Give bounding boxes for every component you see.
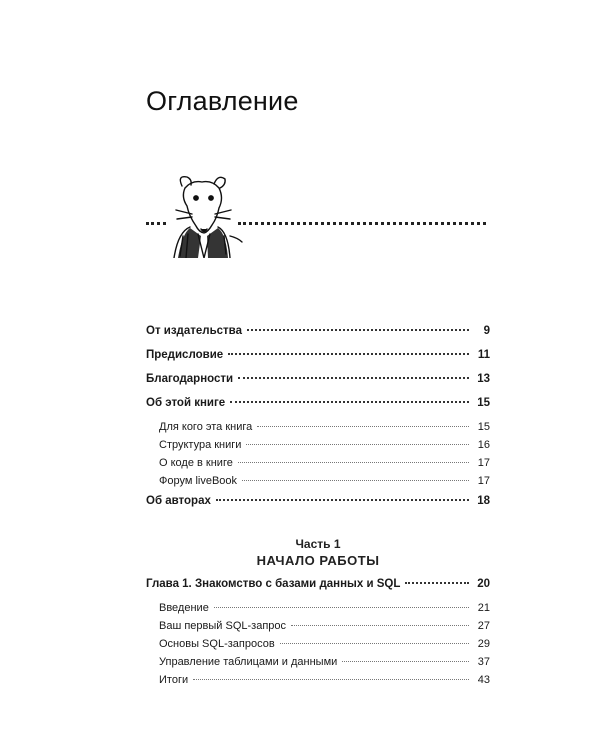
toc-page-number: 15 — [477, 421, 490, 433]
part-number: Часть 1 — [295, 537, 341, 551]
toc-page-number: 17 — [477, 475, 490, 487]
toc-leader-dots — [238, 462, 469, 463]
toc-page-number: 11 — [477, 349, 490, 361]
toc-subentry-label: Основы SQL-запросов — [159, 638, 275, 650]
toc-page-number: 16 — [477, 439, 490, 451]
toc-leader-dots — [247, 329, 469, 331]
toc-subentry[interactable] — [146, 439, 490, 457]
toc-leader-dots — [280, 643, 469, 644]
toc-subentry-label: Ваш первый SQL-запрос — [159, 620, 287, 632]
page-title: Оглавление — [146, 86, 299, 116]
toc-subentry-label: Форум liveBook — [159, 475, 238, 487]
toc-entry[interactable] — [146, 397, 490, 421]
toc-subentry-label: Введение — [159, 602, 209, 614]
toc-leader-dots — [246, 444, 469, 445]
toc-entry-label: Об этой книге — [146, 397, 226, 409]
toc-subentry-label: Для кого эта книга — [159, 421, 253, 433]
toc-leader-dots — [242, 480, 469, 481]
toc-page-number: 37 — [477, 656, 490, 668]
toc-entry[interactable] — [146, 373, 490, 397]
toc-page-number: 9 — [483, 325, 490, 337]
toc-entry-label: От издательства — [146, 325, 242, 337]
dotted-separator-left — [146, 222, 166, 225]
toc-subentry-label: Структура книги — [159, 439, 242, 451]
toc-leader-dots — [214, 607, 469, 608]
toc-page-number: 13 — [477, 373, 490, 385]
rat-mascot-illustration — [168, 172, 244, 258]
toc-subentry[interactable] — [146, 421, 490, 439]
toc-entry-label: Об авторах — [146, 495, 211, 507]
toc-subentry[interactable] — [146, 638, 490, 656]
toc-front-matter — [146, 325, 490, 493]
toc-chapter-entry[interactable] — [146, 578, 490, 602]
toc-entry-label: Предисловие — [146, 349, 224, 361]
toc-leader-dots — [257, 426, 469, 427]
toc-page-number: 15 — [477, 397, 490, 409]
toc-page-number: 20 — [477, 578, 490, 590]
toc-leader-dots — [342, 661, 469, 662]
toc-chapter-label: Глава 1. Знакомство с базами данных и SQL — [146, 578, 401, 590]
toc-subentry-label: Итоги — [159, 674, 189, 686]
toc-page-number: 17 — [477, 457, 490, 469]
toc-authors — [146, 495, 490, 519]
toc-entry[interactable] — [146, 495, 490, 519]
toc-page-number: 29 — [477, 638, 490, 650]
toc-page-number: 18 — [477, 495, 490, 507]
toc-leader-dots — [230, 401, 469, 403]
toc-leader-dots — [216, 499, 469, 501]
toc-leader-dots — [291, 625, 469, 626]
toc-subentry-label: О коде в книге — [159, 457, 233, 469]
toc-page-number: 21 — [477, 602, 490, 614]
toc-page-number: 27 — [477, 620, 490, 632]
toc-chapter-1 — [146, 578, 490, 692]
toc-subentry-label: Управление таблицами и данными — [159, 656, 338, 668]
toc-subentry[interactable] — [146, 457, 490, 475]
toc-leader-dots — [238, 377, 469, 379]
part-title: НАЧАЛО РАБОТЫ — [256, 553, 380, 568]
dotted-separator-right — [238, 222, 486, 225]
toc-entry-label: Благодарности — [146, 373, 234, 385]
toc-subentry[interactable] — [146, 475, 490, 493]
toc-entry[interactable] — [146, 349, 490, 373]
toc-leader-dots — [228, 353, 469, 355]
toc-subentry[interactable] — [146, 674, 490, 692]
toc-entry[interactable] — [146, 325, 490, 349]
toc-subentry[interactable] — [146, 656, 490, 674]
toc-subentry[interactable] — [146, 602, 490, 620]
toc-subentry[interactable] — [146, 620, 490, 638]
toc-page-number: 43 — [477, 674, 490, 686]
toc-leader-dots — [193, 679, 469, 680]
toc-leader-dots — [405, 582, 469, 584]
